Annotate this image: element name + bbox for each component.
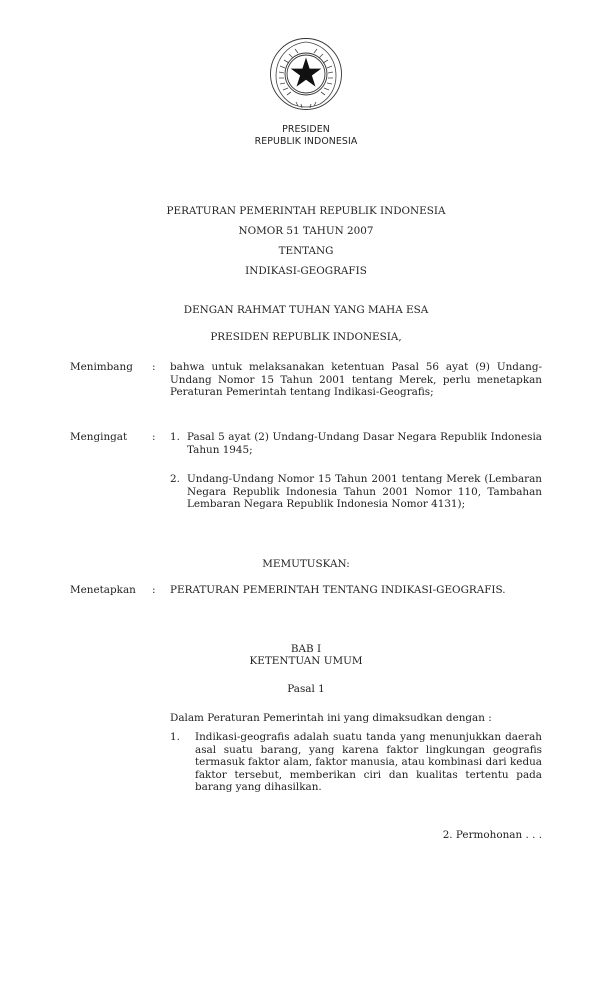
mengingat-item-2-text: Undang-Undang Nomor 15 Tahun 2001 tentang Merek (Lembaran Negara Republik Indonesia Tahun 2001 Nomor 110, Tambahan Lembaran Negara Republik Indonesia Nomor 4131); [187, 473, 542, 511]
regulation-number: NOMOR 51 TAHUN 2007 [238, 225, 374, 237]
mengingat-item-1 [170, 431, 542, 456]
mengingat-item-2-number: 2. [170, 473, 180, 485]
pasal-title: Pasal 1 [287, 683, 325, 695]
mengingat-item-1-number: 1. [170, 431, 180, 443]
pasal-intro: Dalam Peraturan Pemerintah ini yang dimaksudkan dengan : [170, 712, 492, 724]
mengingat-item-2 [170, 473, 542, 511]
menetapkan-text: PERATURAN PEMERINTAH TENTANG INDIKASI-GEOGRAFIS. [170, 584, 506, 596]
garuda-star-emblem-icon [268, 36, 344, 112]
header-republik-indonesia: REPUBLIK INDONESIA [254, 136, 358, 147]
bab-title: KETENTUAN UMUM [249, 655, 363, 667]
menimbang-colon: : [152, 361, 156, 373]
regulation-subject: INDIKASI-GEOGRAFIS [245, 265, 367, 277]
mengingat-colon: : [152, 431, 156, 443]
regulation-title: PERATURAN PEMERINTAH REPUBLIK INDONESIA [166, 205, 446, 217]
memutuskan-heading: MEMUTUSKAN: [262, 558, 350, 570]
page-continuation: 2. Permohonan . . . [442, 829, 542, 841]
pasal-item-1 [170, 731, 542, 794]
bab-number: BAB I [290, 643, 322, 655]
mengingat-item-1-text: Pasal 5 ayat (2) Undang-Undang Dasar Negara Republik Indonesia Tahun 1945; [187, 431, 542, 456]
preamble-presiden: PRESIDEN REPUBLIK INDONESIA, [210, 331, 402, 343]
header-presiden: PRESIDEN [282, 124, 330, 135]
menetapkan-label: Menetapkan [70, 584, 136, 596]
menimbang-text: bahwa untuk melaksanakan ketentuan Pasal 56 ayat (9) Undang-Undang Nomor 15 Tahun 2001 tentang Merek, perlu menetapkan Peraturan Pemerintah tentang Indikasi-Geografis; [170, 361, 542, 399]
mengingat-label: Mengingat [70, 431, 128, 443]
pasal-item-1-text: Indikasi-geografis adalah suatu tanda yang menunjukkan daerah asal suatu barang, yang karena faktor lingkungan geografis termasuk faktor alam, faktor manusia, atau kombinasi dari kedua faktor tersebut, memberikan ciri dan kualitas tertentu pada barang yang dihasilkan. [195, 731, 542, 794]
regulation-tentang: TENTANG [278, 245, 334, 257]
preamble-rahmat: DENGAN RAHMAT TUHAN YANG MAHA ESA [183, 304, 429, 316]
pasal-item-1-number: 1. [170, 731, 180, 743]
menetapkan-colon: : [152, 584, 156, 596]
menimbang-label: Menimbang [70, 361, 133, 373]
